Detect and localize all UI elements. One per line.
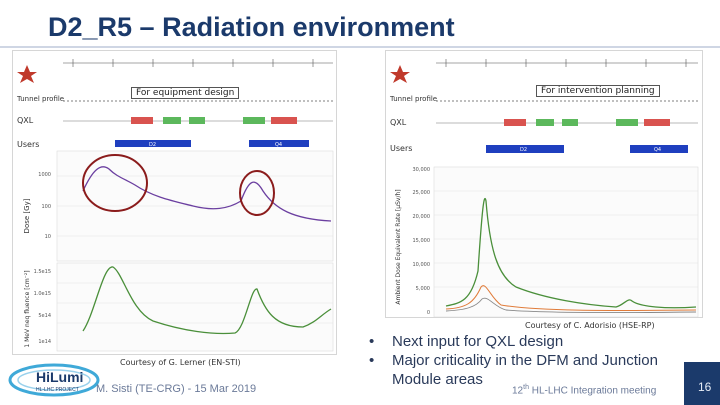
row-label-qxl: QXL bbox=[17, 116, 34, 125]
dose-axis-label: Dose [Gy] bbox=[23, 198, 31, 234]
left-panel-label: For equipment design bbox=[131, 87, 239, 99]
fluence-tick-label: 5e14 bbox=[38, 313, 51, 319]
dose-rate-axis-label: Ambient Dose Equivalent Rate [µSv/h] bbox=[395, 189, 402, 305]
bullet-list bbox=[366, 332, 686, 389]
svg-text:QXL: QXL bbox=[390, 118, 407, 127]
fluence-tick-label: 1e14 bbox=[38, 339, 51, 345]
svg-text:Users: Users bbox=[390, 144, 413, 153]
dose-tick-label: 100 bbox=[41, 204, 51, 210]
svg-text:Tunnel profile: Tunnel profile bbox=[390, 95, 438, 103]
title-divider bbox=[0, 46, 720, 48]
page-number: 16 bbox=[698, 380, 712, 394]
left-courtesy-note: Courtesy of G. Lerner (EN-STI) bbox=[120, 358, 241, 367]
right-panel bbox=[385, 50, 703, 318]
right-courtesy-note: Courtesy of C. Adorisio (HSE-RP) bbox=[525, 321, 655, 330]
footer-author: M. Sisti (TE-CRG) - 15 Mar 2019 bbox=[96, 383, 257, 395]
qxl-module bbox=[243, 117, 265, 124]
qxl-module bbox=[271, 117, 297, 124]
left-panel bbox=[12, 50, 337, 355]
ip-star-icon bbox=[17, 65, 37, 83]
svg-text:HL-LHC PROJECT: HL-LHC PROJECT bbox=[36, 387, 79, 393]
fluence-tick-label: 1.0e15 bbox=[33, 291, 51, 297]
qxl-module bbox=[131, 117, 153, 124]
footer-event: 12th HL-LHC Integration meeting bbox=[512, 384, 657, 397]
svg-text:D2: D2 bbox=[520, 147, 528, 153]
bullet-item: • Major criticality in the DFM and Junction Module areas bbox=[369, 352, 658, 388]
fluence-axis-label: 1 MeV neq fluence [cm⁻²] bbox=[24, 270, 31, 348]
bullet-item: • Next input for QXL design bbox=[369, 333, 564, 350]
svg-text:HiLumi: HiLumi bbox=[36, 369, 84, 385]
hilumi-logo bbox=[6, 358, 102, 402]
row-label-tunnel: Tunnel profile bbox=[17, 95, 65, 103]
title-bar bbox=[0, 0, 720, 48]
svg-text:0: 0 bbox=[426, 310, 430, 316]
fluence-tick-label: 1.5e15 bbox=[33, 269, 51, 275]
svg-text:20,000: 20,000 bbox=[412, 214, 430, 220]
qxl-module bbox=[163, 117, 181, 124]
dose-tick-label: 10 bbox=[44, 234, 51, 240]
ip-star-icon bbox=[390, 65, 410, 83]
svg-text:15,000: 15,000 bbox=[412, 238, 430, 244]
user-label: Q4 bbox=[275, 142, 283, 148]
svg-text:Q4: Q4 bbox=[654, 147, 662, 153]
right-panel-label: For intervention planning bbox=[536, 85, 660, 97]
svg-text:25,000: 25,000 bbox=[412, 190, 430, 196]
svg-text:30,000: 30,000 bbox=[412, 167, 430, 173]
svg-text:10,000: 10,000 bbox=[412, 262, 430, 268]
qxl-module bbox=[189, 117, 205, 124]
bullet-icon: • bbox=[369, 352, 375, 369]
user-label: D2 bbox=[149, 142, 157, 148]
svg-text:5,000: 5,000 bbox=[415, 286, 430, 292]
row-label-users: Users bbox=[17, 140, 40, 149]
dose-tick-label: 1000 bbox=[38, 172, 51, 178]
bullet-icon: • bbox=[369, 333, 375, 350]
slide-title: D2_R5 – Radiation environment bbox=[48, 12, 455, 42]
